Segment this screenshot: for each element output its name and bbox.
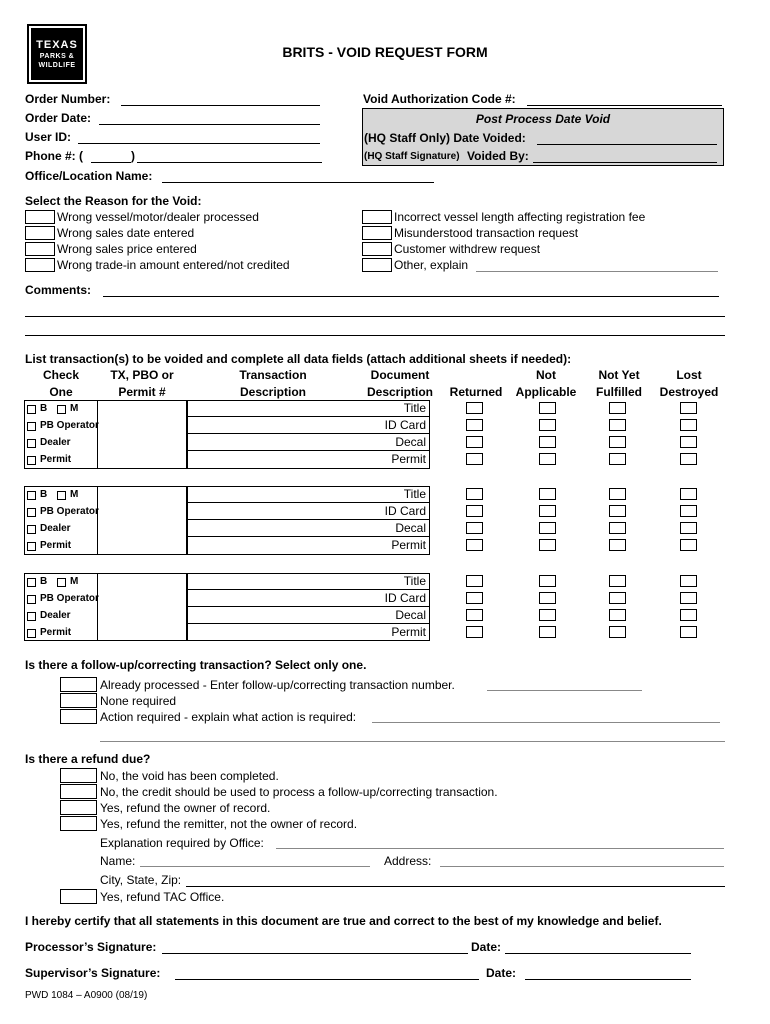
col-check-header-2: One bbox=[49, 385, 73, 399]
check-one-label: PB Operator bbox=[40, 593, 99, 604]
check-one-label: Dealer bbox=[40, 437, 71, 448]
address-field[interactable] bbox=[440, 866, 724, 867]
document-type-label: Decal bbox=[395, 435, 426, 449]
status-checkbox[interactable] bbox=[539, 505, 556, 517]
status-checkbox[interactable] bbox=[466, 505, 483, 517]
reason-label: Wrong trade-in amount entered/not credited bbox=[57, 258, 290, 272]
name-field[interactable] bbox=[140, 866, 370, 867]
col-lost-header-1: Lost bbox=[676, 368, 702, 382]
processor-date-label: Date: bbox=[471, 940, 502, 954]
processor-date-field[interactable] bbox=[505, 953, 691, 954]
document-type-label: Title bbox=[403, 574, 426, 588]
followup-checkbox[interactable] bbox=[60, 709, 97, 724]
check-one-checkbox[interactable] bbox=[27, 578, 36, 587]
check-one-label: B bbox=[40, 489, 48, 500]
check-one-checkbox[interactable] bbox=[27, 508, 36, 517]
status-checkbox[interactable] bbox=[609, 505, 626, 517]
refund-option: Yes, refund the remitter, not the owner of record. bbox=[100, 817, 358, 831]
refund-option: No, the credit should be used to process a follow-up/correcting transaction. bbox=[100, 785, 498, 799]
status-checkbox[interactable] bbox=[680, 402, 697, 414]
action-explain-line[interactable] bbox=[100, 741, 725, 742]
phone-area-code-field[interactable] bbox=[91, 162, 131, 163]
row-divider bbox=[187, 589, 430, 590]
order-number-field[interactable] bbox=[121, 105, 320, 106]
phone-number-field[interactable] bbox=[137, 162, 322, 163]
void-auth-field[interactable] bbox=[527, 105, 722, 106]
document-type-label: Permit bbox=[391, 625, 426, 639]
status-checkbox[interactable] bbox=[539, 488, 556, 500]
status-checkbox[interactable] bbox=[609, 609, 626, 621]
supervisor-sig-field[interactable] bbox=[175, 979, 479, 980]
status-checkbox[interactable] bbox=[680, 539, 697, 551]
order-number-label: Order Number: bbox=[25, 92, 111, 106]
status-checkbox[interactable] bbox=[609, 539, 626, 551]
col-doc-header-2: Description bbox=[366, 385, 433, 399]
status-checkbox[interactable] bbox=[466, 522, 483, 534]
refund-checkbox[interactable] bbox=[60, 768, 97, 783]
supervisor-date-field[interactable] bbox=[525, 979, 691, 980]
status-checkbox[interactable] bbox=[466, 453, 483, 465]
city-state-zip-field[interactable] bbox=[186, 886, 725, 887]
comments-label: Comments: bbox=[25, 283, 92, 297]
void-auth-label: Void Authorization Code #: bbox=[363, 92, 516, 106]
refund-option: No, the void has been completed. bbox=[100, 769, 279, 783]
supervisor-sig-label: Supervisor’s Signature: bbox=[25, 966, 161, 980]
phone-paren: ) bbox=[131, 149, 135, 163]
date-voided-label: (HQ Staff Only) Date Voided: bbox=[364, 131, 526, 145]
form-title: BRITS - VOID REQUEST FORM bbox=[282, 44, 488, 60]
reason-label: Other, explain bbox=[394, 258, 469, 272]
processor-sig-label: Processor’s Signature: bbox=[25, 940, 157, 954]
voided-by-field[interactable] bbox=[533, 162, 717, 163]
status-checkbox[interactable] bbox=[680, 522, 697, 534]
reason-checkbox[interactable] bbox=[362, 258, 392, 272]
status-checkbox[interactable] bbox=[539, 626, 556, 638]
col-trans-header-1: Transaction bbox=[239, 368, 307, 382]
reason-checkbox[interactable] bbox=[25, 226, 55, 240]
check-one-checkbox[interactable] bbox=[57, 491, 66, 500]
document-type-label: Title bbox=[403, 487, 426, 501]
check-one-checkbox[interactable] bbox=[27, 439, 36, 448]
check-one-label: B bbox=[40, 576, 48, 587]
tx-number-field[interactable] bbox=[97, 400, 187, 469]
check-one-label: Dealer bbox=[40, 610, 71, 621]
status-checkbox[interactable] bbox=[466, 626, 483, 638]
check-one-checkbox[interactable] bbox=[27, 525, 36, 534]
status-checkbox[interactable] bbox=[539, 436, 556, 448]
name-label: Name: bbox=[100, 854, 136, 868]
col-tx-header-2: Permit # bbox=[118, 385, 166, 399]
reason-label: Wrong vessel/motor/dealer processed bbox=[57, 210, 259, 224]
supervisor-date-label: Date: bbox=[486, 966, 517, 980]
comments-line[interactable] bbox=[25, 335, 725, 336]
status-checkbox[interactable] bbox=[539, 402, 556, 414]
status-checkbox[interactable] bbox=[609, 453, 626, 465]
date-voided-field[interactable] bbox=[537, 144, 717, 145]
check-one-checkbox[interactable] bbox=[27, 405, 36, 414]
status-checkbox[interactable] bbox=[539, 453, 556, 465]
check-one-label: Permit bbox=[40, 540, 72, 551]
row-divider bbox=[187, 416, 430, 417]
form-number-footer: PWD 1084 – A0900 (08/19) bbox=[25, 990, 148, 1001]
status-checkbox[interactable] bbox=[609, 626, 626, 638]
col-na-header-2: Applicable bbox=[515, 385, 577, 399]
status-checkbox[interactable] bbox=[609, 592, 626, 604]
reason-heading: Select the Reason for the Void: bbox=[25, 194, 202, 208]
phone-label: Phone #: ( bbox=[25, 149, 84, 163]
document-type-label: Title bbox=[403, 401, 426, 415]
status-checkbox[interactable] bbox=[466, 436, 483, 448]
status-checkbox[interactable] bbox=[680, 592, 697, 604]
check-one-label: M bbox=[70, 489, 79, 500]
followup-checkbox[interactable] bbox=[60, 677, 97, 692]
status-checkbox[interactable] bbox=[680, 575, 697, 587]
tx-number-field[interactable] bbox=[97, 486, 187, 555]
reason-checkbox[interactable] bbox=[25, 242, 55, 256]
status-checkbox[interactable] bbox=[466, 609, 483, 621]
col-doc-header-1: Document bbox=[370, 368, 430, 382]
certify-statement: I hereby certify that all statements in this document are true and correct to the best of my knowledge and belief. bbox=[25, 914, 662, 928]
post-process-label: Post Process Date Void bbox=[475, 112, 611, 126]
document-type-label: Decal bbox=[395, 608, 426, 622]
followup-option: Action required - explain what action is required: bbox=[100, 710, 357, 724]
followup-option: Already processed - Enter follow-up/correcting transaction number. bbox=[100, 678, 455, 692]
status-checkbox[interactable] bbox=[680, 505, 697, 517]
status-checkbox[interactable] bbox=[680, 626, 697, 638]
other-explain-field[interactable] bbox=[476, 271, 718, 272]
followup-option: None required bbox=[100, 694, 177, 708]
document-type-label: Permit bbox=[391, 452, 426, 466]
status-checkbox[interactable] bbox=[609, 436, 626, 448]
logo-text-line1: TEXAS bbox=[36, 39, 78, 51]
voided-by-label: Voided By: bbox=[467, 149, 529, 163]
check-one-label: M bbox=[70, 403, 79, 414]
followup-number-field[interactable] bbox=[487, 690, 642, 691]
status-checkbox[interactable] bbox=[539, 539, 556, 551]
row-divider bbox=[187, 606, 430, 607]
status-checkbox[interactable] bbox=[609, 575, 626, 587]
status-checkbox[interactable] bbox=[539, 609, 556, 621]
followup-heading: Is there a follow-up/correcting transaction? Select only one. bbox=[25, 658, 367, 672]
hq-sig-label: (HQ Staff Signature) bbox=[364, 151, 460, 162]
document-type-label: Permit bbox=[391, 538, 426, 552]
check-one-checkbox[interactable] bbox=[27, 422, 36, 431]
col-na-header-1: Not bbox=[536, 368, 556, 382]
city-state-zip-label: City, State, Zip: bbox=[100, 873, 182, 887]
document-type-label: ID Card bbox=[384, 418, 426, 432]
reason-label: Wrong sales date entered bbox=[57, 226, 195, 240]
explanation-label: Explanation required by Office: bbox=[100, 836, 264, 850]
refund-checkbox[interactable] bbox=[60, 800, 97, 815]
reason-label: Wrong sales price entered bbox=[57, 242, 197, 256]
check-one-checkbox[interactable] bbox=[27, 595, 36, 604]
document-type-label: ID Card bbox=[384, 591, 426, 605]
status-checkbox[interactable] bbox=[609, 522, 626, 534]
refund-checkbox[interactable] bbox=[60, 784, 97, 799]
list-heading: List transaction(s) to be voided and complete all data fields (attach additional sheets if needed): bbox=[25, 352, 572, 366]
refund-checkbox[interactable] bbox=[60, 816, 97, 831]
check-one-label: M bbox=[70, 576, 79, 587]
address-label: Address: bbox=[384, 854, 432, 868]
explanation-field[interactable] bbox=[276, 848, 724, 849]
reason-checkbox[interactable] bbox=[362, 210, 392, 224]
status-checkbox[interactable] bbox=[609, 402, 626, 414]
row-divider bbox=[187, 536, 430, 537]
status-checkbox[interactable] bbox=[539, 592, 556, 604]
check-one-checkbox[interactable] bbox=[57, 405, 66, 414]
status-checkbox[interactable] bbox=[609, 419, 626, 431]
followup-checkbox[interactable] bbox=[60, 693, 97, 708]
status-checkbox[interactable] bbox=[680, 436, 697, 448]
check-one-checkbox[interactable] bbox=[27, 629, 36, 638]
status-checkbox[interactable] bbox=[466, 488, 483, 500]
document-type-label: ID Card bbox=[384, 504, 426, 518]
col-tx-header-1: TX, PBO or bbox=[110, 368, 174, 382]
col-check-header-1: Check bbox=[42, 368, 80, 382]
status-checkbox[interactable] bbox=[609, 488, 626, 500]
status-checkbox[interactable] bbox=[539, 522, 556, 534]
reason-checkbox[interactable] bbox=[362, 242, 392, 256]
status-checkbox[interactable] bbox=[680, 609, 697, 621]
status-checkbox[interactable] bbox=[539, 419, 556, 431]
status-checkbox[interactable] bbox=[539, 575, 556, 587]
status-checkbox[interactable] bbox=[680, 488, 697, 500]
processor-sig-field[interactable] bbox=[162, 953, 468, 954]
col-nyf-header-2: Fulfilled bbox=[596, 385, 642, 399]
col-trans-header-2: Description bbox=[239, 385, 306, 399]
row-divider bbox=[187, 519, 430, 520]
check-one-checkbox[interactable] bbox=[27, 612, 36, 621]
status-checkbox[interactable] bbox=[466, 419, 483, 431]
reason-checkbox[interactable] bbox=[362, 226, 392, 240]
refund-option: Yes, refund the owner of record. bbox=[100, 801, 271, 815]
order-date-field[interactable] bbox=[99, 124, 320, 125]
user-id-field[interactable] bbox=[78, 143, 320, 144]
check-one-checkbox[interactable] bbox=[27, 542, 36, 551]
status-checkbox[interactable] bbox=[466, 402, 483, 414]
col-nyf-header-1: Not Yet bbox=[598, 368, 640, 382]
check-one-label: B bbox=[40, 403, 48, 414]
refund-heading: Is there a refund due? bbox=[25, 752, 151, 766]
logo-text-line3: WILDLIFE bbox=[38, 62, 76, 69]
comments-line[interactable] bbox=[25, 316, 725, 317]
office-location-field[interactable] bbox=[162, 182, 434, 183]
reason-label: Incorrect vessel length affecting registration fee bbox=[394, 210, 646, 224]
check-one-label: PB Operator bbox=[40, 420, 99, 431]
reason-checkbox[interactable] bbox=[25, 258, 55, 272]
row-divider bbox=[187, 623, 430, 624]
check-one-checkbox[interactable] bbox=[27, 456, 36, 465]
document-type-label: Decal bbox=[395, 521, 426, 535]
status-checkbox[interactable] bbox=[466, 575, 483, 587]
reason-label: Misunderstood transaction request bbox=[394, 226, 579, 240]
check-one-label: PB Operator bbox=[40, 506, 99, 517]
comments-field[interactable] bbox=[103, 296, 719, 297]
status-checkbox[interactable] bbox=[466, 539, 483, 551]
status-checkbox[interactable] bbox=[680, 419, 697, 431]
user-id-label: User ID: bbox=[25, 130, 72, 144]
row-divider bbox=[187, 450, 430, 451]
logo-text-line2: PARKS & bbox=[39, 53, 75, 60]
check-one-checkbox[interactable] bbox=[27, 491, 36, 500]
check-one-checkbox[interactable] bbox=[57, 578, 66, 587]
refund-checkbox[interactable] bbox=[60, 889, 97, 904]
col-lost-header-2: Destroyed bbox=[659, 385, 719, 399]
status-checkbox[interactable] bbox=[680, 453, 697, 465]
col-returned-header: Returned bbox=[449, 385, 503, 399]
check-one-label: Permit bbox=[40, 627, 72, 638]
status-checkbox[interactable] bbox=[466, 592, 483, 604]
row-divider bbox=[187, 433, 430, 434]
action-explain-field[interactable] bbox=[372, 722, 720, 723]
check-one-label: Permit bbox=[40, 454, 72, 465]
order-date-label: Order Date: bbox=[25, 111, 92, 125]
row-divider bbox=[187, 502, 430, 503]
check-one-label: Dealer bbox=[40, 523, 71, 534]
office-location-label: Office/Location Name: bbox=[25, 169, 153, 183]
reason-label: Customer withdrew request bbox=[394, 242, 541, 256]
tx-number-field[interactable] bbox=[97, 573, 187, 641]
reason-checkbox[interactable] bbox=[25, 210, 55, 224]
refund-tac-option: Yes, refund TAC Office. bbox=[100, 890, 225, 904]
